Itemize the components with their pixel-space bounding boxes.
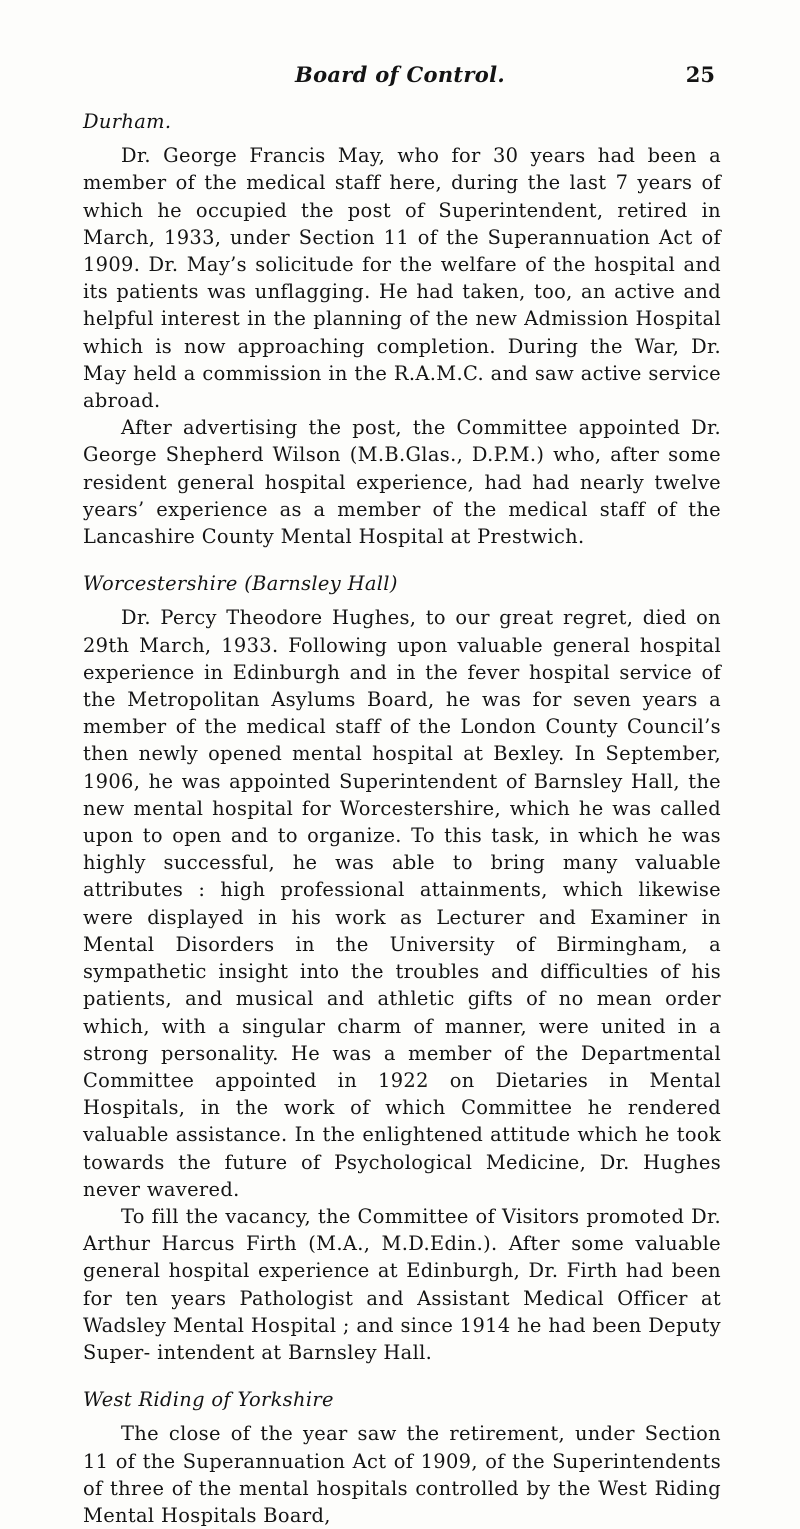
running-header [85,62,715,92]
section-west-riding [83,1386,721,1529]
section-heading-title: Durham. [83,110,172,133]
paragraph: Dr. Percy Theodore Hughes, to our great regret, died on 29th March, 1933. Following upon valuable general hospital experience in Edinburgh and in the fever hospital service of the Metropolitan Asylums Board, he was for seven years a member of the medical staff of the London County Council’s then newly opened mental hospital at Bexley. In September, 1906, he was appointed Superintendent of Barnsley Hall, the new mental hospital for Worcestershire, which he was called upon to open and to organize. To this task, in which he was highly successful, he was able to bring many valuable attributes : high professional attainments, which likewise were displayed in his work as Lecturer and Examiner in Mental Disorders in the University of Birmingham, a sympathetic insight into the troubles and difficulties of his patients, and musical and athletic gifts of no mean order which, with a singular charm of manner, were united in a strong personality. He was a member of the Departmental Committee appointed in 1922 on Dietaries in Mental Hospitals, in the work of which Committee he rendered valuable assistance. In the enlightened attitude which he took towards the future of Psychological Medicine, Dr. Hughes never wavered. [83,606,721,1201]
section-worcestershire [83,570,721,1366]
page-number: 25 [685,62,715,87]
paragraph: To fill the vacancy, the Committee of Visitors promoted Dr. Arthur Harcus Firth (M.A., M.D.Edin.). After some valuable general hospital experience at Edinburgh, Dr. Firth had been for ten years Pathologist and Assistant Medical Officer at Wadsley Mental Hospital ; and since 1914 he had been Deputy Super- intendent at Barnsley Hall. [83,1204,721,1364]
section-heading-subtitle: (Barnsley Hall) [244,572,398,596]
paragraph: Dr. George Francis May, who for 30 years had been a member of the medical staff here, during the last 7 years of which he occupied the post of Superintendent, retired in March, 1933, under Section 11 of the Superannuation Act of 1909. Dr. May’s solicitude for the welfare of the hospital and its patients was unflagging. He had taken, too, an active and helpful interest in the planning of the new Admission Hospital which is now approaching completion. During the War, Dr. May held a commission in the R.A.M.C. and saw active service abroad. [83,144,721,413]
paragraph: After advertising the post, the Committee appointed Dr. George Shepherd Wilson (M.B.Glas., D.P.M.) who, after some resident general hospital experience, had had nearly twelve years’ experience as a member of the medical staff of the Lancashire County Mental Hospital at Prestwich. [83,416,721,549]
section-heading [83,1386,721,1413]
section-heading-title: Worcestershire [83,572,238,596]
section-heading [83,108,721,135]
body-text [83,108,721,1529]
section-durham [83,108,721,550]
section-heading-title: West Riding of Yorkshire [83,1388,334,1412]
paragraph: The close of the year saw the retirement, under Section 11 of the Superannuation Act of 1909, of the Superintendents of three of the mental hospitals controlled by the West Riding Mental Hospitals Board, [83,1422,721,1527]
running-title: Board of Control. [295,62,505,87]
section-heading [83,570,721,597]
